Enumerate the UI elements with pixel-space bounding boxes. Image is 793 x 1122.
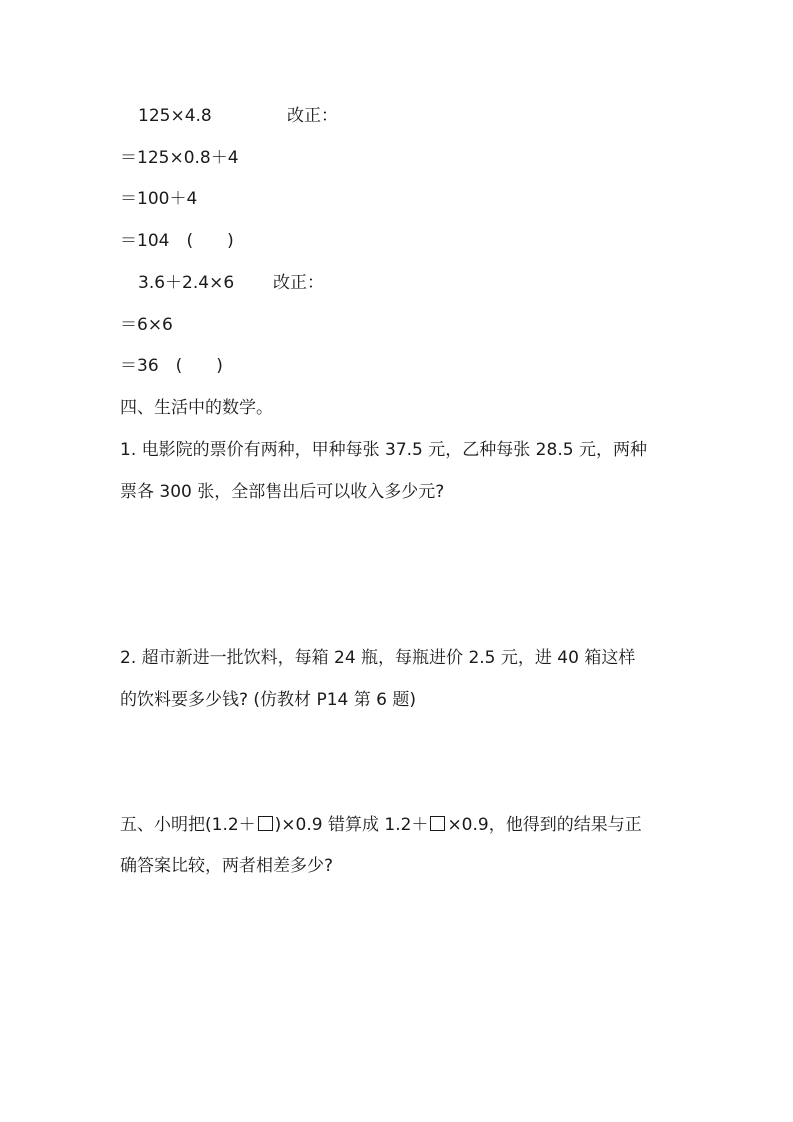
section4-heading: 四、生活中的数学。 [120, 398, 273, 418]
section5-line-1 [120, 816, 642, 834]
q1-line-1: 1. 电影院的票价有两种，甲种每张 37.5 元，乙种每张 28.5 元，两种 [120, 440, 647, 460]
calc1-step-2: ＝100＋4 [120, 189, 198, 209]
calc1-final: ＝104 ( ) [120, 231, 234, 251]
calc2-correction-label: 改正： [273, 273, 324, 293]
q2-line-2: 的饮料要多少钱? (仿教材 P14 第 6 题) [120, 690, 417, 710]
calc2-expression: 3.6＋2.4×6 [138, 273, 235, 293]
blank-box-icon [258, 816, 273, 831]
q1-line-2: 票各 300 张，全部售出后可以收入多少元? [120, 482, 445, 502]
calc2-final: ＝36 ( ) [120, 356, 223, 376]
calc1-correction-label: 改正： [287, 106, 338, 126]
section5-text-c: ×0.9，他得到的结果与正 [447, 815, 642, 835]
calc2-step-1: ＝6×6 [120, 315, 173, 335]
section5-line-2: 确答案比较，两者相差多少? [120, 856, 334, 876]
calc1-step-1: ＝125×0.8＋4 [120, 148, 239, 168]
section5-text-a: 五、小明把(1.2＋ [120, 815, 256, 835]
section5-text-b: )×0.9 错算成 1.2＋ [274, 815, 429, 835]
q2-line-1: 2. 超市新进一批饮料，每箱 24 瓶，每瓶进价 2.5 元，进 40 箱这样 [120, 648, 636, 668]
blank-box-icon [430, 816, 445, 831]
calc1-expression: 125×4.8 [138, 106, 212, 126]
